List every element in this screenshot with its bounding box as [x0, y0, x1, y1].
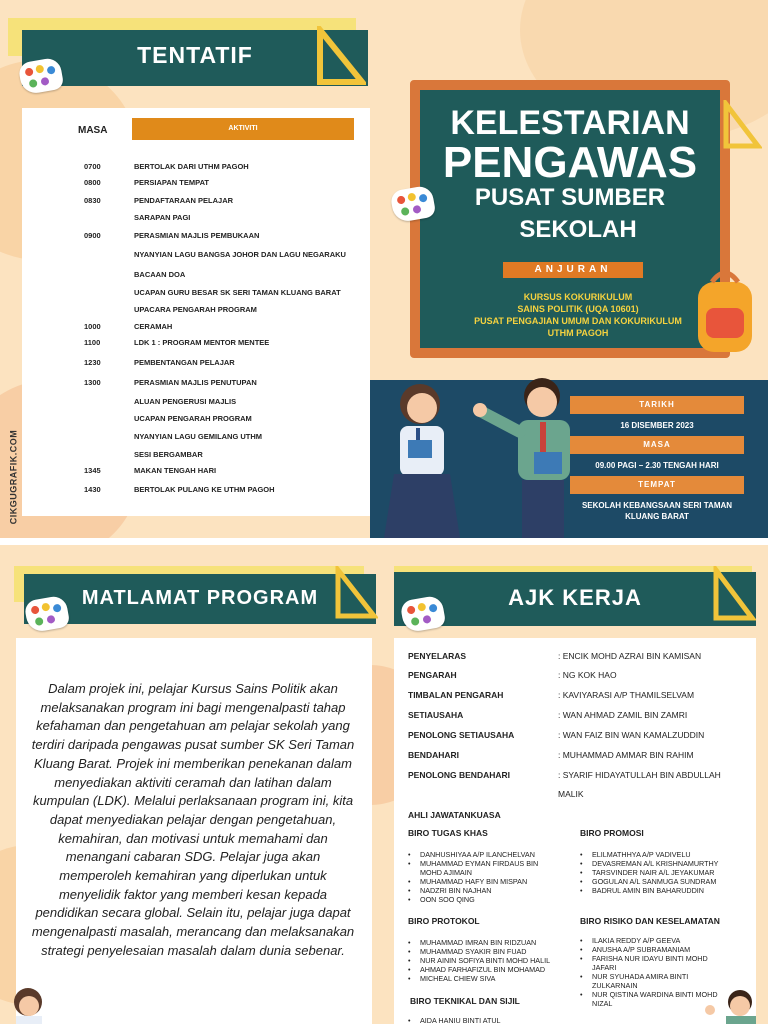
biro-member: • MICHEAL CHIEW SIVA	[408, 974, 568, 983]
schedule-time: 0700	[84, 162, 101, 171]
ajk-role-label: PENOLONG SETIAUSAHA	[408, 730, 515, 740]
biro-risiko-title: BIRO RISIKO DAN KESELAMATAN	[580, 916, 720, 926]
biro-member: • AHMAD FARHAFIZUL BIN MOHAMAD	[408, 965, 568, 974]
col-masa: MASA	[78, 125, 108, 136]
schedule-row	[84, 358, 235, 367]
org-line3: PUSAT PENGAJIAN UMUM DAN KOKURIKULUM	[474, 316, 682, 326]
schedule-activity: BERTOLAK PULANG KE UTHM PAGOH	[134, 485, 275, 494]
schedule-row	[84, 432, 262, 441]
schedule-row	[84, 305, 257, 314]
biro-member: • MUHAMMAD HAFY BIN MISPAN	[408, 877, 560, 886]
biro-member: • NUR QISTINA WARDINA BINTI MOHD NIZAL	[580, 990, 730, 1008]
biro-teknikal-title: BIRO TEKNIKAL DAN SIJIL	[410, 996, 520, 1006]
schedule-time: 0800	[84, 178, 101, 187]
schedule-row	[84, 213, 190, 222]
schedule-activity: BACAAN DOA	[134, 270, 186, 279]
schedule-activity: BERTOLAK DARI UTHM PAGOH	[134, 162, 249, 171]
student-girl-small-illustration	[6, 984, 56, 1024]
org-line4: UTHM PAGOH	[547, 328, 609, 338]
schedule-activity: UPACARA PENGARAH PROGRAM	[134, 305, 257, 314]
set-square-icon	[334, 566, 378, 620]
schedule-time: 0830	[84, 196, 101, 205]
set-square-icon	[316, 26, 366, 86]
schedule-row	[84, 338, 269, 347]
biro-member: • BADRUL AMIN BIN BAHARUDDIN	[580, 886, 752, 895]
biro-protokol-title: BIRO PROTOKOL	[408, 916, 480, 926]
poster-line3: PUSAT SUMBER	[474, 184, 666, 211]
biro-member: • NADZRI BIN NAJHAN	[408, 886, 560, 895]
schedule-activity: LDK 1 : PROGRAM MENTOR MENTEE	[134, 338, 270, 347]
ajk-role-row	[408, 730, 758, 740]
tarikh-value: 16 DISEMBER 2023	[620, 421, 694, 430]
student-boy-illustration	[468, 372, 588, 538]
col-aktiviti: AKTIVITI	[132, 118, 354, 140]
schedule-activity: ALUAN PENGERUSI MAJLIS	[134, 397, 237, 406]
schedule-activity: SESI BERGAMBAR	[134, 450, 203, 459]
schedule-activity: PEMBENTANGAN PELAJAR	[134, 358, 235, 367]
schedule-row	[84, 178, 209, 187]
schedule-activity: NYANYIAN LAGU BANGSA JOHOR DAN LAGU NEGARAKU	[134, 250, 346, 259]
biro-member: • ANUSHA A/P SUBRAMANIAM	[580, 945, 730, 954]
backpack-icon	[690, 268, 760, 358]
ajk-role-label: PENYELARAS	[408, 651, 467, 661]
biro-member: • NUR SYUHADA AMIRA BINTI ZULKARNAIN	[580, 972, 730, 990]
schedule-time	[84, 270, 134, 279]
schedule-activity: PERASMIAN MAJLIS PENUTUPAN	[134, 378, 257, 387]
biro-member: • TARSVINDER NAIR A/L JEYAKUMAR	[580, 868, 752, 877]
schedule-activity: CERAMAH	[134, 322, 173, 331]
ahli-title: AHLI JAWATANKUASA	[408, 810, 501, 820]
biro-member: • OON SOO QING	[408, 895, 560, 904]
biro-tugas-khas-list	[408, 850, 560, 904]
schedule-time: 1100	[84, 338, 101, 347]
schedule-row	[84, 270, 185, 279]
schedule-time	[84, 288, 134, 297]
ajk-role-value: : NG KOK HAO	[558, 670, 617, 680]
student-girl-illustration	[378, 376, 478, 538]
ajk-role-value: : SYARIF HIDAYATULLAH BIN ABDULLAH	[558, 770, 721, 780]
schedule-activity: UCAPAN PENGARAH PROGRAM	[134, 414, 252, 423]
schedule-activity: PERASMIAN MAJLIS PEMBUKAAN	[134, 231, 260, 240]
schedule-activity: PERSIAPAN TEMPAT	[134, 178, 210, 187]
poster-line2: PENGAWAS	[442, 138, 698, 187]
ajk-role-label: PENGARAH	[408, 670, 457, 680]
set-square-icon	[712, 566, 756, 622]
schedule-row	[84, 485, 275, 494]
ajk-role-value: : MUHAMMAD AMMAR BIN RAHIM	[558, 750, 694, 760]
schedule-row	[84, 162, 249, 171]
org-line1: KURSUS KOKURIKULUM	[523, 292, 633, 302]
ajk-role-row	[408, 651, 758, 661]
biro-member: • MUHAMMAD EYMAN FIRDAUS BIN MOHD AJIMAIN	[408, 859, 560, 877]
biro-member: • DANHUSHIYAA A/P ILANCHELVAN	[408, 850, 560, 859]
ajk-role-row	[408, 750, 758, 760]
schedule-time	[84, 450, 134, 459]
schedule-time	[84, 213, 134, 222]
schedule-time: 1430	[84, 485, 101, 494]
schedule-activity: PENDAFTARAAN PELAJAR	[134, 196, 234, 205]
schedule-row	[84, 231, 259, 240]
tempat-label: TEMPAT	[570, 476, 744, 494]
tarikh-label: TARIKH	[570, 396, 744, 414]
bendahari-cont: MALIK	[558, 789, 584, 799]
biro-promosi-list	[580, 850, 752, 895]
ajk-role-row	[408, 670, 758, 680]
poster-line1: KELESTARIAN	[450, 104, 690, 142]
schedule-row	[84, 397, 236, 406]
schedule-time: 1000	[84, 322, 101, 331]
biro-member: • GOGULAN A/L SANMUGA SUNDRAM	[580, 877, 752, 886]
ajk-role-value: : WAN AHMAD ZAMIL BIN ZAMRI	[558, 710, 688, 720]
schedule-activity: NYANYIAN LAGU GEMILANG UTHM	[134, 432, 263, 441]
matlamat-body: Dalam projek ini, pelajar Kursus Sains Politik akan melaksanakan program ini bagi mengenalpasti tahap kefahaman dan pengetahuan am pelajar sekolah yang terdiri daripada pengawas pusat sumber SK Seri Taman Kluang Barat. Projek ini memberikan penekanan dalam menyediakan aktiviti ceramah dan latihan dalam kumpulan (LDK). Melalui perlaksanaan program ini, kita dapat menyediakan pelajar dengan pengetahuan, kemahiran, dan motivasi untuk memahami dan menangani cabaran SDG. Pelajar juga akan memperoleh kemahiran yang diperlukan untuk menyelidik faktor yang memberi kesan kepada pendidikan secara global. Selain itu, pelajar juga dapat mengenalpasti masalah, merancang dan melaksanakan strategi penyelesaian masalah dalam dunia sebenar.	[31, 681, 355, 958]
schedule-time	[84, 250, 134, 259]
poster-line4: SEKOLAH	[519, 216, 637, 243]
biro-teknikal-list	[408, 1016, 560, 1024]
biro-member: • FARISHA NUR IDAYU BINTI MOHD JAFARI	[580, 954, 730, 972]
ajk-role-label: SETIAUSAHA	[408, 710, 464, 720]
biro-member: • ELILMATHHYA A/P VADIVELU	[580, 850, 752, 859]
ajk-role-label: PENOLONG BENDAHARI	[408, 770, 511, 780]
biro-member: • ILAKIA REDDY A/P GEEVA	[580, 936, 730, 945]
schedule-time	[84, 414, 134, 423]
ajk-title: AJK KERJA	[394, 572, 756, 626]
ajk-role-row	[408, 770, 758, 780]
ajk-role-row	[408, 710, 758, 720]
schedule-activity: UCAPAN GURU BESAR SK SERI TAMAN KLUANG BARAT	[134, 288, 341, 297]
biro-member: • MUHAMMAD SYAKIR BIN FUAD	[408, 947, 568, 956]
schedule-activity: SARAPAN PAGI	[134, 213, 191, 222]
student-boy-small-illustration	[700, 986, 760, 1024]
ajk-role-row	[408, 690, 758, 700]
biro-member: • DEVASREMAN A/L KRISHNAMURTHY	[580, 859, 752, 868]
ajk-role-label: TIMBALAN PENGARAH	[408, 690, 504, 700]
schedule-row	[84, 322, 172, 331]
masa-label: MASA	[570, 436, 744, 454]
schedule-time: 0900	[84, 231, 101, 240]
ajk-role-value: : KAVIYARASI A/P THAMILSELVAM	[558, 690, 695, 700]
biro-protokol-list	[408, 938, 568, 983]
tempat-value2: KLUANG BARAT	[625, 512, 689, 521]
ajk-role-label: BENDAHARI	[408, 750, 459, 760]
ajk-role-value: : WAN FAIZ BIN WAN KAMALZUDDIN	[558, 730, 705, 740]
schedule-row	[84, 288, 341, 297]
biro-tugas-khas-title: BIRO TUGAS KHAS	[408, 828, 488, 838]
biro-member: • MUHAMMAD IMRAN BIN RIDZUAN	[408, 938, 568, 947]
schedule-row	[84, 414, 252, 423]
watermark: CIKGUGRAFIK.COM	[8, 429, 19, 525]
schedule-time	[84, 397, 134, 406]
matlamat-title: MATLAMAT PROGRAM	[24, 574, 376, 624]
schedule-time	[84, 432, 134, 441]
ajk-role-value: : ENCIK MOHD AZRAI BIN KAMISAN	[558, 651, 702, 661]
schedule-row	[84, 250, 346, 259]
biro-promosi-title: BIRO PROMOSI	[580, 828, 644, 838]
schedule-time: 1230	[84, 358, 101, 367]
schedule-row	[84, 450, 203, 459]
biro-member: • NUR AININ SOFIYA BINTI MOHD HALIL	[408, 956, 568, 965]
anjuran-bar: ANJURAN	[503, 262, 643, 278]
org-line2: SAINS POLITIK (UQA 10601)	[517, 304, 639, 314]
schedule-activity: MAKAN TENGAH HARI	[134, 466, 217, 475]
biro-member: • AIDA HANIU BINTI ATUL	[408, 1016, 560, 1024]
tentatif-title: TENTATIF	[22, 30, 368, 86]
schedule-row	[84, 378, 257, 387]
schedule-time: 1300	[84, 378, 101, 387]
tempat-value1: SEKOLAH KEBANGSAAN SERI TAMAN	[581, 501, 733, 510]
schedule-time	[84, 305, 134, 314]
schedule-time: 1345	[84, 466, 101, 475]
schedule-row	[84, 196, 233, 205]
set-square-icon	[722, 100, 762, 150]
schedule-row	[84, 466, 216, 475]
masa-value: 09.00 PAGI – 2.30 TENGAH HARI	[595, 461, 719, 470]
